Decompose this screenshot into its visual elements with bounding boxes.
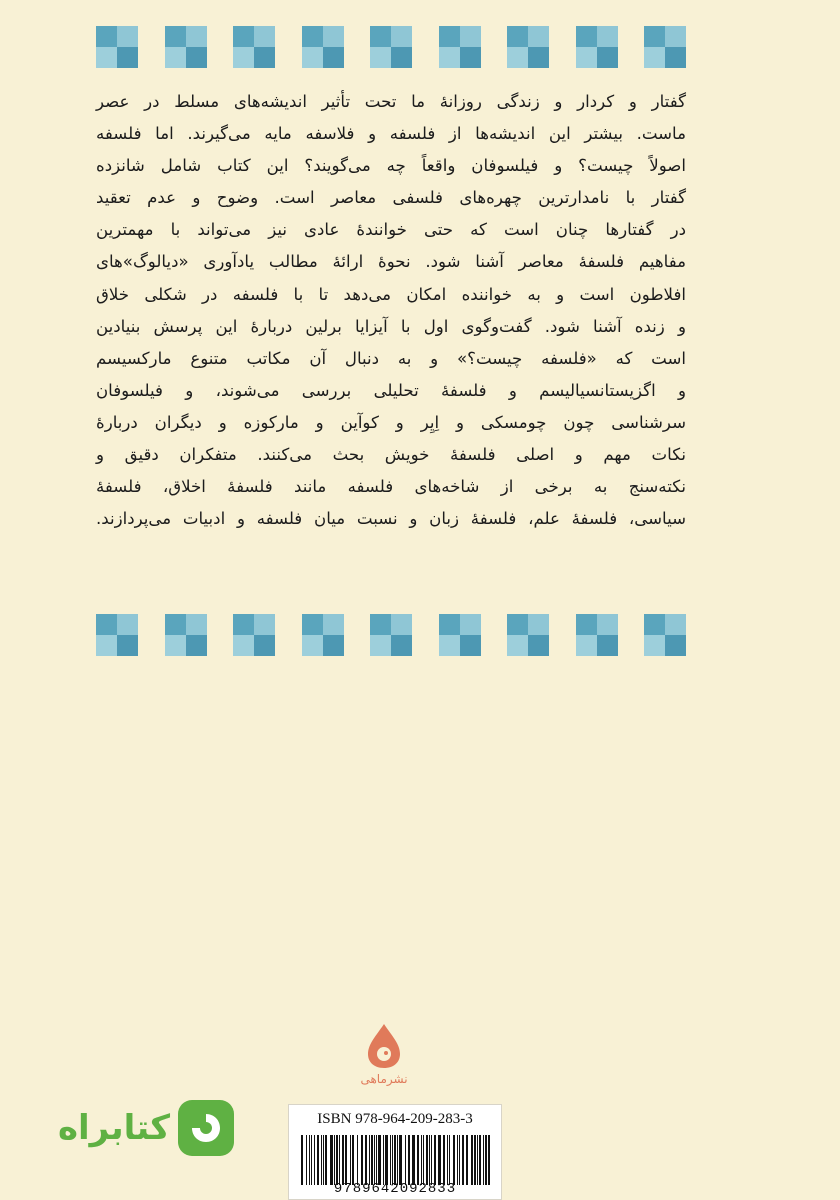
barcode-bar xyxy=(462,1135,464,1185)
back-cover-blurb xyxy=(96,86,686,535)
barcode-bar xyxy=(365,1135,367,1185)
barcode-bar xyxy=(466,1135,468,1185)
tile-decoration xyxy=(507,26,549,68)
barcode-bar xyxy=(434,1135,436,1185)
barcode-panel xyxy=(288,1104,502,1200)
barcode-bar xyxy=(314,1135,315,1185)
barcode-bar xyxy=(357,1135,358,1185)
blurb-line: گفتار با نامدارترین چهره‌های فلسفی معاصر است. وضوح و عدم تعقید xyxy=(96,188,686,208)
barcode-bar xyxy=(449,1135,450,1185)
barcode-bar xyxy=(371,1135,373,1185)
barcode-bar xyxy=(474,1135,476,1185)
barcode-bar xyxy=(317,1135,319,1185)
store-name: کتابراه xyxy=(57,1108,170,1148)
barcode-bar xyxy=(408,1135,410,1185)
barcode-bar xyxy=(385,1135,388,1185)
tile-decoration xyxy=(644,26,686,68)
tile-decoration xyxy=(439,614,481,656)
blurb-line: ماست. بیشتر این اندیشه‌ها از فلسفه و فلاسفه مایه می‌گیرند. اما فلسفه xyxy=(96,124,686,144)
barcode-bar xyxy=(336,1135,338,1185)
barcode-bar xyxy=(483,1135,484,1185)
tile-decoration xyxy=(370,614,412,656)
barcode-bar xyxy=(352,1135,354,1185)
barcode-bar xyxy=(323,1135,324,1185)
barcode-bar xyxy=(431,1135,432,1185)
barcode-bar xyxy=(392,1135,393,1185)
publisher-name: نشرماهی xyxy=(360,1072,408,1086)
tile-decoration xyxy=(644,614,686,656)
blurb-line: در گفتارها چنان است که حتی خوانندهٔ عادی نیز می‌تواند با مهمترین xyxy=(96,220,686,240)
store-watermark xyxy=(34,1096,234,1160)
isbn-label: ISBN 978-964-209-283-3 xyxy=(317,1111,473,1127)
barcode-bar xyxy=(477,1135,478,1185)
barcode-bar xyxy=(471,1135,473,1185)
barcode-digits: 9789642092833 xyxy=(333,1181,457,1197)
fish-drop-icon xyxy=(364,1022,404,1070)
barcode-bar xyxy=(345,1135,347,1185)
barcode-bar xyxy=(457,1135,458,1185)
blurb-line: مفاهیم فلسفهٔ معاصر آشنا شود. نحوهٔ ارائهٔ مطالب یادآوری «دیالوگ»های xyxy=(96,252,686,272)
barcode-bar xyxy=(399,1135,402,1185)
barcode-bar xyxy=(429,1135,430,1185)
tile-decoration xyxy=(576,26,618,68)
barcode-bar xyxy=(342,1135,344,1185)
blurb-line: نکته‌سنج به برخی از شاخه‌های فلسفه مانند فلسفهٔ اخلاق، فلسفهٔ xyxy=(96,477,686,497)
tile-decoration xyxy=(165,26,207,68)
tile-decoration xyxy=(96,26,138,68)
tile-decoration xyxy=(370,26,412,68)
tile-decoration xyxy=(233,614,275,656)
barcode-bar xyxy=(374,1135,375,1185)
blurb-line: و اگزیستانسیالیسم و فلسفهٔ تحلیلی بررسی می‌شوند، و فیلسوفان xyxy=(96,380,686,400)
top-tile-border xyxy=(96,26,686,70)
barcode-bar xyxy=(301,1135,303,1185)
barcode-bar xyxy=(311,1135,312,1185)
barcode-bar xyxy=(447,1135,448,1185)
barcode-bar xyxy=(417,1135,419,1185)
book-leaf-icon xyxy=(188,1110,224,1146)
tile-decoration xyxy=(507,614,549,656)
blurb-line: سیاسی، فلسفهٔ علم، فلسفهٔ زبان و نسبت میان فلسفه و ادبیات می‌پردازند. xyxy=(96,509,686,529)
tile-decoration xyxy=(576,614,618,656)
tile-decoration xyxy=(165,614,207,656)
barcode-bar xyxy=(423,1135,424,1185)
blurb-line: سرشناسی چون چومسکی و اِیِر و کوآین و مارکوزه و دیگران دربارهٔ xyxy=(96,412,686,432)
barcode-bar xyxy=(453,1135,455,1185)
barcode-bar xyxy=(397,1135,398,1185)
barcode-bar xyxy=(438,1135,441,1185)
blurb-line: نکات مهم و اصلی فلسفهٔ خویش بحث می‌کنند. متفکران دقیق و xyxy=(96,445,686,465)
tile-decoration xyxy=(302,26,344,68)
barcode-bar xyxy=(394,1135,396,1185)
barcode-bar xyxy=(325,1135,327,1185)
store-logo-icon xyxy=(178,1100,234,1156)
barcode-bar xyxy=(306,1135,307,1185)
tile-decoration xyxy=(233,26,275,68)
blurb-line: افلاطون است و به خواننده امکان می‌دهد تا با فلسفه در شکلی خلاق xyxy=(96,284,686,304)
barcode-bar xyxy=(459,1135,460,1185)
barcode-bars xyxy=(299,1135,493,1185)
barcode-bar xyxy=(485,1135,487,1185)
barcode-bar xyxy=(369,1135,370,1185)
barcode-bar xyxy=(390,1135,391,1185)
barcode-bar xyxy=(479,1135,481,1185)
barcode-bar xyxy=(412,1135,415,1185)
tile-decoration xyxy=(302,614,344,656)
barcode-bar xyxy=(421,1135,422,1185)
barcode-bar xyxy=(378,1135,381,1185)
blurb-line: اصولاً چیست؟ و فیلسوفان واقعاً چه می‌گویند؟ این کتاب شامل شانزده xyxy=(96,156,686,176)
barcode-bar xyxy=(334,1135,335,1185)
publisher-logo xyxy=(356,1022,412,1092)
barcode-bar xyxy=(321,1135,322,1185)
barcode-bar xyxy=(339,1135,340,1185)
blurb-line: گفتار و کردار و زندگی روزانهٔ ما تحت تأثیر اندیشه‌های مسلط در عصر xyxy=(96,92,686,111)
barcode-bar xyxy=(383,1135,384,1185)
tile-decoration xyxy=(96,614,138,656)
blurb-line: است که «فلسفه چیست؟» و به دنبال آن مکاتب متنوع مارکسیسم xyxy=(96,348,686,368)
barcode-bar xyxy=(330,1135,333,1185)
tile-decoration xyxy=(439,26,481,68)
barcode-bar xyxy=(443,1135,445,1185)
blurb-line: و زنده آشنا شود. گفت‌وگوی اول با آیزایا برلین دربارهٔ این پرسش بنیادین xyxy=(96,316,686,336)
barcode-bar xyxy=(488,1135,490,1185)
barcode-bar xyxy=(405,1135,406,1185)
barcode-bar xyxy=(426,1135,428,1185)
barcode-bar xyxy=(361,1135,363,1185)
bottom-tile-border xyxy=(96,614,686,658)
barcode-bar xyxy=(350,1135,351,1185)
barcode-bar xyxy=(376,1135,377,1185)
barcode-bar xyxy=(309,1135,310,1185)
